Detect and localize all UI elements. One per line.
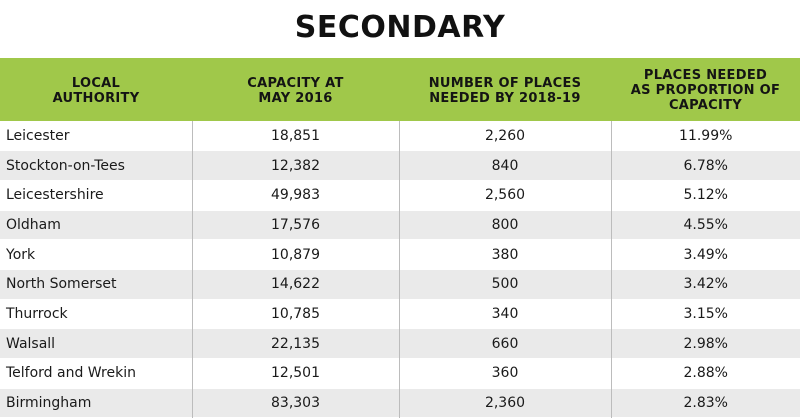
table-row (0, 299, 800, 329)
cell-places-needed: 2,260 (399, 121, 611, 151)
column-header-places-needed (399, 58, 611, 121)
header-line: LOCAL (71, 75, 121, 91)
cell-capacity: 14,622 (192, 269, 399, 299)
header-line: NEEDED BY 2018-19 (429, 90, 581, 106)
cell-places-needed: 340 (399, 299, 611, 329)
header-line: MAY 2016 (258, 90, 333, 106)
table-row (0, 388, 800, 418)
cell-places-needed: 500 (399, 269, 611, 299)
cell-authority: Birmingham (6, 395, 92, 412)
cell-proportion: 2.88% (611, 359, 800, 389)
cell-proportion: 11.99% (611, 121, 800, 151)
cell-proportion: 3.49% (611, 240, 800, 270)
cell-places-needed: 2,360 (399, 388, 611, 418)
column-header-local-authority (0, 58, 192, 121)
cell-capacity: 83,303 (192, 388, 399, 418)
table-row (0, 240, 800, 270)
data-table (0, 58, 800, 418)
cell-capacity: 12,501 (192, 359, 399, 389)
cell-capacity: 22,135 (192, 329, 399, 359)
header-line: PLACES NEEDED (643, 68, 768, 83)
cell-authority: Walsall (6, 335, 56, 352)
table-row (0, 151, 800, 181)
cell-capacity: 10,785 (192, 299, 399, 329)
cell-authority: North Somerset (6, 276, 117, 293)
cell-places-needed: 360 (399, 359, 611, 389)
header-line: NUMBER OF PLACES (428, 75, 582, 91)
column-header-capacity (192, 58, 399, 121)
cell-authority: York (6, 246, 36, 263)
cell-capacity: 10,879 (192, 240, 399, 270)
cell-proportion: 3.42% (611, 269, 800, 299)
table-row (0, 329, 800, 359)
cell-places-needed: 660 (399, 329, 611, 359)
cell-capacity: 12,382 (192, 151, 399, 181)
cell-proportion: 3.15% (611, 299, 800, 329)
cell-proportion: 2.98% (611, 329, 800, 359)
cell-capacity: 18,851 (192, 121, 399, 151)
table-row (0, 269, 800, 299)
header-line: AUTHORITY (52, 90, 140, 106)
table-row (0, 210, 800, 240)
cell-places-needed: 380 (399, 240, 611, 270)
cell-capacity: 49,983 (192, 180, 399, 210)
cell-places-needed: 2,560 (399, 180, 611, 210)
cell-authority: Leicestershire (6, 187, 104, 204)
cell-capacity: 17,576 (192, 210, 399, 240)
cell-authority: Oldham (6, 216, 61, 233)
cell-places-needed: 800 (399, 210, 611, 240)
cell-authority: Stockton-on-Tees (6, 157, 125, 174)
column-header-proportion (611, 58, 800, 121)
table-title: SECONDARY (294, 10, 506, 45)
table-row (0, 180, 800, 210)
cell-places-needed: 840 (399, 151, 611, 181)
header-row (0, 58, 800, 121)
cell-proportion: 4.55% (611, 210, 800, 240)
table-row (0, 359, 800, 389)
header-line: CAPACITY AT (247, 75, 344, 91)
header-line: CAPACITY (668, 98, 743, 113)
cell-proportion: 2.83% (611, 388, 800, 418)
cell-authority: Telford and Wrekin (6, 365, 136, 382)
table-row (0, 121, 800, 151)
cell-authority: Leicester (6, 127, 70, 144)
cell-authority: Thurrock (6, 305, 68, 322)
cell-proportion: 6.78% (611, 151, 800, 181)
header-line: AS PROPORTION OF (630, 83, 781, 98)
cell-proportion: 5.12% (611, 180, 800, 210)
